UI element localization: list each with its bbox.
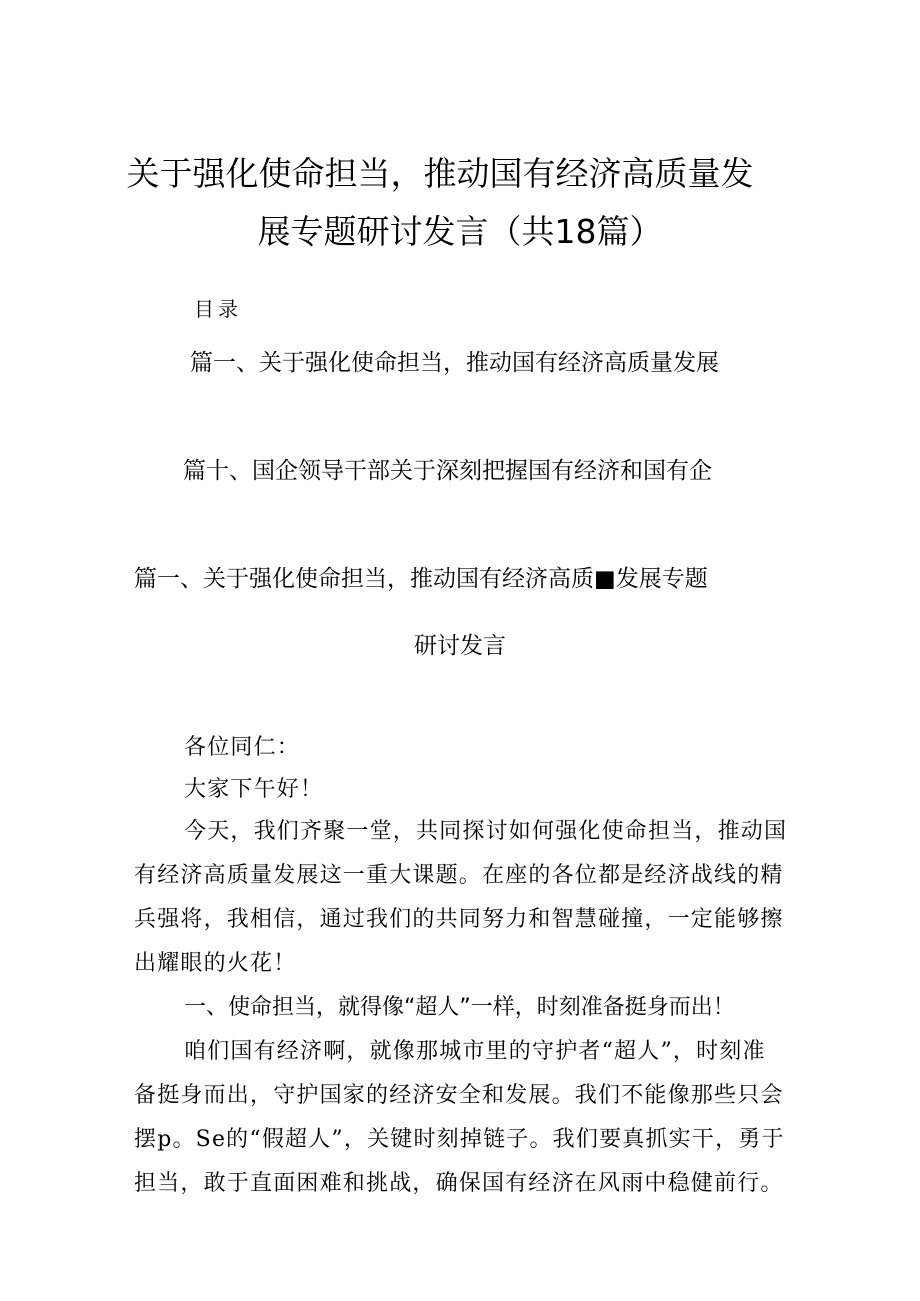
paragraph-2-line: 咱们国有经济啊，就像那城市里的守护者“超人”，时刻准 [184, 1039, 766, 1064]
paragraph-2-line: 摆p。Se的“假超人”，关键时刻掉链子。我们要真抓实干，勇于 [134, 1127, 785, 1152]
section-heading-line-2: 研讨发言 [414, 633, 506, 659]
document-title-line-1: 关于强化使命担当，推动国有经济高质量发 [126, 154, 754, 193]
paragraph-2-line: 备挺身而出，守护国家的经济安全和发展。我们不能像那些只会 [134, 1083, 784, 1108]
toc-item-2[interactable]: 篇十、国企领导干部关于深刻把握国有经济和国有企 [183, 458, 712, 484]
document-title-line-2: 展专题研讨发言（共18篇） [257, 212, 663, 251]
paragraph-1-line: 今天，我们齐聚一堂，共同探讨如何强化使命担当，推动国 [184, 819, 788, 844]
paragraph-1-line: 兵强将，我相信，通过我们的共同努力和智慧碰撞，一定能够擦 [134, 907, 784, 932]
section-heading-line-1: 篇一、关于强化使命担当，推动国有经济高质■发展专题 [134, 566, 708, 592]
subheading-1: 一、使命担当，就得像“超人”一样，时刻准备挺身而出！ [184, 995, 735, 1020]
salutation: 大家下午好！ [184, 777, 324, 802]
paragraph-2-line: 担当，敢于直面困难和挑战，确保国有经济在风雨中稳健前行。 [134, 1171, 784, 1196]
greeting: 各位同仁： [184, 735, 301, 760]
paragraph-1-line: 有经济高质量发展这一重大课题。在座的各位都是经济战线的精 [134, 863, 784, 888]
toc-label: 目录 [194, 297, 242, 321]
toc-item-1[interactable]: 篇一、关于强化使命担当，推动国有经济高质量发展 [190, 350, 719, 376]
paragraph-1-line: 出耀眼的火花！ [134, 951, 297, 976]
